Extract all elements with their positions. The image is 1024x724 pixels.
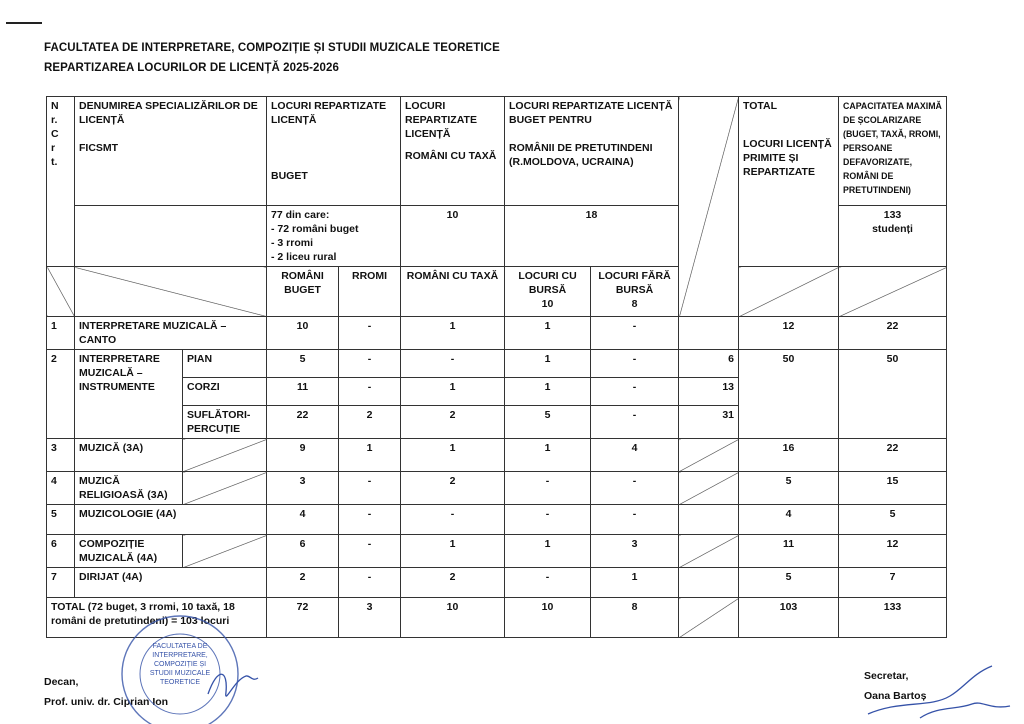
- row-fara-bursa: -: [591, 406, 679, 439]
- row-total: 5: [739, 568, 839, 598]
- row-rromi: 1: [339, 439, 401, 472]
- totals-label: TOTAL (72 buget, 3 rromi, 10 taxă, 18 români de pretutindeni) = 103 locuri: [47, 598, 267, 638]
- totals-subtotal-blank: [679, 598, 739, 638]
- row-specialization: MUZICĂ (3A): [75, 439, 183, 472]
- table-row: [47, 317, 947, 350]
- dean-name: Prof. univ. dr. Ciprian Ion: [44, 696, 169, 708]
- table-row: [47, 350, 947, 378]
- row-nr: 6: [47, 535, 75, 568]
- row-total: 16: [739, 439, 839, 472]
- row-subtotal-blank: [679, 317, 739, 350]
- row-romani-taxa: 2: [401, 406, 505, 439]
- allocation-table: [46, 96, 947, 638]
- row-romani-taxa: 2: [401, 472, 505, 505]
- capacity-total-head: 133 studenți: [839, 206, 947, 267]
- row-nr: 3: [47, 439, 75, 472]
- row-subtotal: 13: [679, 378, 739, 406]
- row-fara-bursa: -: [591, 317, 679, 350]
- row-specialization: COMPOZIȚIE MUZICALĂ (4A): [75, 535, 183, 568]
- table-row: [47, 439, 947, 472]
- table-row: [47, 472, 947, 505]
- fee-header: LOCURI REPARTIZATE LICENȚĂ ROMÂNI CU TAXĂ: [401, 97, 505, 206]
- row-fara-bursa: -: [591, 505, 679, 535]
- row-capacity: 15: [839, 472, 947, 505]
- capacity-blank: [839, 267, 947, 317]
- row-subtotal-blank: [679, 472, 739, 505]
- row-rromi: 2: [339, 406, 401, 439]
- nrcrt-header: N r. C r t.: [47, 97, 75, 267]
- row-rromi: -: [339, 568, 401, 598]
- row-sub-blank: [183, 472, 267, 505]
- fee-total: 10: [401, 206, 505, 267]
- top-mark: [6, 22, 42, 24]
- row-fara-bursa: -: [591, 350, 679, 378]
- row-subtotal-blank: [679, 505, 739, 535]
- col-romani-buget: ROMÂNI BUGET: [267, 267, 339, 317]
- row-rromi: -: [339, 378, 401, 406]
- row-cu-bursa: -: [505, 568, 591, 598]
- row-capacity: 50: [839, 350, 947, 439]
- col-romani-taxa: ROMÂNI CU TAXĂ: [401, 267, 505, 317]
- row-total: 5: [739, 472, 839, 505]
- secretary-signature: [860, 660, 1020, 724]
- row-capacity: 5: [839, 505, 947, 535]
- table-row: [47, 535, 947, 568]
- faculty-stamp: [100, 596, 270, 724]
- col-rromi: RROMI: [339, 267, 401, 317]
- totals-romani-buget: 72: [267, 598, 339, 638]
- stamp-line-4: STUDII MUZICALE: [149, 670, 211, 677]
- spec-header-blank: [75, 206, 267, 267]
- row-specialization: MUZICOLOGIE (4A): [75, 505, 267, 535]
- capacity-header: CAPACITATEA MAXIMĂ DE ȘCOLARIZARE (BUGET, TAXĂ, RROMI, PERSOANE DEFAVORIZATE, ROMÂNI DE PRETUTINDENI): [839, 97, 947, 206]
- row-specialization: MUZICĂ RELIGIOASĂ (3A): [75, 472, 183, 505]
- secretary-name: Oana Bartoș: [864, 690, 927, 702]
- row-cu-bursa: -: [505, 472, 591, 505]
- row-nr: 7: [47, 568, 75, 598]
- row-subtotal-blank: [679, 439, 739, 472]
- row-rromi: -: [339, 472, 401, 505]
- budget-header: LOCURI REPARTIZATE LICENȚĂ BUGET: [267, 97, 401, 206]
- row-instrument-group: SUFLĂTORI-PERCUȚIE: [183, 406, 267, 439]
- total-blank: [739, 267, 839, 317]
- row-romani-taxa: 1: [401, 317, 505, 350]
- row-subtotal: 31: [679, 406, 739, 439]
- row-sub-blank: [183, 439, 267, 472]
- row-cu-bursa: 1: [505, 350, 591, 378]
- totals-fara-bursa: 8: [591, 598, 679, 638]
- row-romani-taxa: -: [401, 350, 505, 378]
- row-nr: 4: [47, 472, 75, 505]
- row-romani-buget: 10: [267, 317, 339, 350]
- col-fara-bursa: LOCURI FĂRĂ BURSĂ 8: [591, 267, 679, 317]
- stamp-line-1: FACULTATEA DE: [152, 643, 208, 650]
- row-total: 4: [739, 505, 839, 535]
- row-fara-bursa: -: [591, 378, 679, 406]
- row-romani-buget: 4: [267, 505, 339, 535]
- row-rromi: -: [339, 350, 401, 378]
- table-row: [47, 505, 947, 535]
- row-romani-taxa: -: [401, 505, 505, 535]
- nrcrt-blank: [47, 267, 75, 317]
- row-subtotal-blank: [679, 568, 739, 598]
- row-romani-taxa: 1: [401, 439, 505, 472]
- subtotal-header-blank: [679, 97, 739, 317]
- row-specialization: DIRIJAT (4A): [75, 568, 267, 598]
- row-romani-buget: 11: [267, 378, 339, 406]
- row-romani-buget: 9: [267, 439, 339, 472]
- dean-role: Decan,: [44, 676, 79, 688]
- row-romani-buget: 5: [267, 350, 339, 378]
- row-cu-bursa: 1: [505, 378, 591, 406]
- stamp-line-2: INTERPRETARE,: [152, 652, 208, 659]
- row-fara-bursa: -: [591, 472, 679, 505]
- row-cu-bursa: 1: [505, 535, 591, 568]
- row-cu-bursa: 5: [505, 406, 591, 439]
- row-instrument-group: CORZI: [183, 378, 267, 406]
- totals-capacity: 133: [839, 598, 947, 638]
- row-cu-bursa: -: [505, 505, 591, 535]
- row-total: 50: [739, 350, 839, 439]
- row-instrument-group: PIAN: [183, 350, 267, 378]
- row-cu-bursa: 1: [505, 317, 591, 350]
- total-header: TOTAL LOCURI LICENȚĂ PRIMITE ȘI REPARTIZATE: [739, 97, 839, 267]
- row-specialization: INTERPRETARE MUZICALĂ – INSTRUMENTE: [75, 350, 183, 439]
- row-subtotal-blank: [679, 535, 739, 568]
- totals-cu-bursa: 10: [505, 598, 591, 638]
- totals-total: 103: [739, 598, 839, 638]
- row-cu-bursa: 1: [505, 439, 591, 472]
- row-romani-taxa: 1: [401, 535, 505, 568]
- row-capacity: 22: [839, 439, 947, 472]
- table-row: [47, 568, 947, 598]
- row-capacity: 7: [839, 568, 947, 598]
- row-nr: 1: [47, 317, 75, 350]
- row-romani-buget: 2: [267, 568, 339, 598]
- row-rromi: -: [339, 317, 401, 350]
- row-fara-bursa: 3: [591, 535, 679, 568]
- row-subtotal: 6: [679, 350, 739, 378]
- row-rromi: -: [339, 505, 401, 535]
- row-nr: 5: [47, 505, 75, 535]
- faculty-heading: FACULTATEA DE INTERPRETARE, COMPOZIȚIE ȘI STUDII MUZICALE TEORETICE: [44, 42, 500, 54]
- abroad-total: 18: [505, 206, 679, 267]
- row-total: 11: [739, 535, 839, 568]
- row-romani-taxa: 2: [401, 568, 505, 598]
- budget-detail: 77 din care: - 72 români buget - 3 rromi - 2 liceu rural: [267, 206, 401, 267]
- row-romani-buget: 6: [267, 535, 339, 568]
- spec-blank: [75, 267, 267, 317]
- row-capacity: 12: [839, 535, 947, 568]
- row-romani-buget: 3: [267, 472, 339, 505]
- row-romani-buget: 22: [267, 406, 339, 439]
- secretary-role: Secretar,: [864, 670, 909, 682]
- row-total: 12: [739, 317, 839, 350]
- row-nr: 2: [47, 350, 75, 439]
- row-capacity: 22: [839, 317, 947, 350]
- document-title: REPARTIZAREA LOCURILOR DE LICENȚĂ 2025-2026: [44, 62, 340, 74]
- specialization-header: DENUMIREA SPECIALIZĂRILOR DE LICENȚĂ FICSMT: [75, 97, 267, 206]
- row-rromi: -: [339, 535, 401, 568]
- row-fara-bursa: 1: [591, 568, 679, 598]
- col-cu-bursa: LOCURI CU BURSĂ 10: [505, 267, 591, 317]
- totals-rromi: 3: [339, 598, 401, 638]
- row-sub-blank: [183, 535, 267, 568]
- row-specialization: INTERPRETARE MUZICALĂ – CANTO: [75, 317, 267, 350]
- stamp-line-5: TEORETICE: [159, 679, 201, 686]
- abroad-header: LOCURI REPARTIZATE LICENȚĂ BUGET PENTRU ROMÂNII DE PRETUTINDENI (R.MOLDOVA, UCRAINA): [505, 97, 679, 206]
- row-fara-bursa: 4: [591, 439, 679, 472]
- row-romani-taxa: 1: [401, 378, 505, 406]
- totals-romani-taxa: 10: [401, 598, 505, 638]
- stamp-line-3: COMPOZIȚIE ȘI: [153, 661, 207, 668]
